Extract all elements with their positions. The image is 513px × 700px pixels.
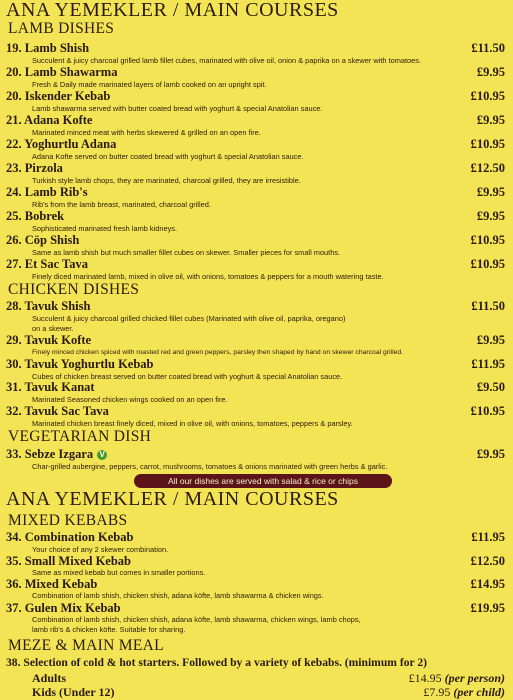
item-price: £10.95 (470, 137, 505, 151)
item-name: 21. Adana Kofte (6, 113, 93, 127)
item-price: £11.95 (471, 357, 505, 371)
item-price: £10.95 (470, 404, 505, 418)
item-name: 37. Gulen Mix Kebab (6, 601, 121, 615)
item-description: Combination of lamb shish, chicken shish, adana köfte, lamb shawarma & chicken wings. (32, 591, 324, 600)
item-name: 20. Lamb Shawarma (6, 65, 118, 79)
item-name: 24. Lamb Rib's (6, 185, 88, 199)
item-description: Finely minced chicken spiced with roasted red and green peppers, parsley then shaped by hand on skewer charcoal grilled. (32, 349, 404, 356)
item-price: £9.95 (476, 447, 505, 461)
item-name: 29. Tavuk Kofte (6, 333, 92, 347)
item-description: Marinated chicken breast finely diced, mixed in olive oil, with onions, tomatoes, peppers & parsley. (32, 419, 353, 428)
kids-label: Kids (Under 12) (32, 685, 115, 699)
meze-kids-row (0, 685, 513, 699)
kids-price-value: £7.95 (423, 685, 451, 699)
item-description: Char-grilled aubergine, peppers, carrot, mushrooms, tomatoes & onions marinated with green herbs & garlic. (32, 462, 388, 471)
item-price: £9.95 (476, 65, 505, 79)
item-name: 28. Tavuk Shish (6, 299, 91, 313)
item-name: 36. Mixed Kebab (6, 577, 98, 591)
item-description: Adana Kofte served on butter coated bread with yoghurt & special Anatolian sauce. (32, 152, 304, 161)
subtitle-vegetarian-dish: VEGETARIAN DISH (8, 428, 152, 445)
item-name: 31. Tavuk Kanat (6, 380, 95, 394)
item-price: £11.50 (471, 41, 505, 55)
adults-price (409, 671, 505, 686)
item-price: £9.95 (476, 333, 505, 347)
item-name: 19. Lamb Shish (6, 41, 90, 55)
item-price: £9.50 (476, 380, 505, 394)
item-description: Sophisticated marinated fresh lamb kidneys. (32, 224, 178, 233)
item-description: Cubes of chicken breast served on butter coated bread with yoghurt & special Anatolian sauce. (32, 372, 343, 381)
item-price: £10.95 (470, 257, 505, 271)
item-description-line2: on a skewer. (32, 324, 74, 333)
item-description: Marinated Seasoned chicken wings cooked on an open fire. (32, 395, 228, 404)
item-name: 22. Yoghurtlu Adana (6, 137, 117, 151)
item-price: £12.50 (470, 554, 505, 568)
item-description: Finely diced marinated lamb, mixed in olive oil, with onions, tomatoes & peppers for a mouth watering taste. (32, 272, 384, 281)
item-description: Marinated minced meat with herbs skewered & grilled on an open fire. (32, 128, 261, 137)
adults-label: Adults (32, 671, 67, 685)
served-with-banner: All our dishes are served with salad & rice or chips (134, 474, 392, 488)
item-price: £14.95 (470, 577, 505, 591)
section-title-main-courses-2: ANA YEMEKLER / MAIN COURSES (6, 488, 339, 510)
item-description: Combination of lamb shish, chicken shish, adana köfte, lamb shawarma, chicken wings, lamb chops, (32, 615, 361, 624)
item-price: £12.50 (470, 161, 505, 175)
item-description-line2: lamb rib's & chicken köfte. Suitable for sharing. (32, 625, 186, 634)
item-description: Same as mixed kebab but comes in smaller portions. (32, 568, 206, 577)
vegetarian-badge-icon: V (97, 450, 107, 460)
item-name: 25. Bobrek (6, 209, 65, 223)
item-price: £9.95 (476, 185, 505, 199)
subtitle-chicken-dishes: CHICKEN DISHES (8, 281, 140, 298)
item-name: 20. Iskender Kebab (6, 89, 111, 103)
item-name: 26. Cöp Shish (6, 233, 80, 247)
item-name: 23. Pirzola (6, 161, 63, 175)
item-name: 30. Tavuk Yoghurtlu Kebab (6, 357, 154, 371)
item-price: £11.95 (471, 530, 505, 544)
subtitle-meze-main-meal: MEZE & MAIN MEAL (8, 637, 164, 654)
item-description: Succulent & juicy charcoal grilled lamb fillet cubes, marinated with olive oil, onion & paprika on a skewer with tomatoes. (32, 56, 422, 65)
meze-description: 38. Selection of cold & hot starters. Followed by a variety of kebabs. (minimum for 2) (6, 656, 427, 669)
item-name-text: 33. Sebze Izgara (6, 447, 94, 461)
kids-price (423, 685, 505, 700)
item-price: £9.95 (476, 113, 505, 127)
item-name: 35. Small Mixed Kebab (6, 554, 132, 568)
adults-price-value: £14.95 (408, 671, 442, 685)
item-description: Turkish style lamb chops, they are marinated, charcoal grilled, they are irresistible. (32, 176, 301, 185)
item-description: Same as lamb shish but much smaller fillet cubes on skewer. Smaller pieces for small mouths. (32, 248, 341, 257)
subtitle-mixed-kebabs: MIXED KEBABS (8, 512, 128, 529)
subtitle-lamb-dishes: LAMB DISHES (8, 20, 115, 37)
item-description: Your choice of any 2 skewer combination. (32, 545, 169, 554)
item-description: Succulent & juicy charcoal grilled chicked fillet cubes (Marinated with olive oil, paprika, oregano) (32, 314, 346, 323)
item-name: 27. Et Sac Tava (6, 257, 88, 271)
item-description: Rib's from the lamb breast, marinated, charcoal grilled. (32, 200, 211, 209)
item-name: 32. Tavuk Sac Tava (6, 404, 109, 418)
section-title-main-courses: ANA YEMEKLER / MAIN COURSES (6, 0, 339, 21)
item-price: £10.95 (470, 233, 505, 247)
meze-adults-row (0, 671, 513, 685)
item-name: 34. Combination Kebab (6, 530, 134, 544)
item-price: £11.50 (471, 299, 505, 313)
item-description: Fresh & Daily made marinated layers of lamb cooked on an upright spit. (32, 80, 267, 89)
kids-price-unit: (per child) (453, 685, 505, 699)
item-name (6, 447, 107, 462)
item-description: Lamb shawarma served with butter coated bread with yoghurt & special Anatolian sauce. (32, 104, 323, 113)
item-price: £19.95 (470, 601, 505, 615)
item-price: £10.95 (470, 89, 505, 103)
item-price: £9.95 (476, 209, 505, 223)
adults-price-unit: (per person) (444, 671, 505, 685)
